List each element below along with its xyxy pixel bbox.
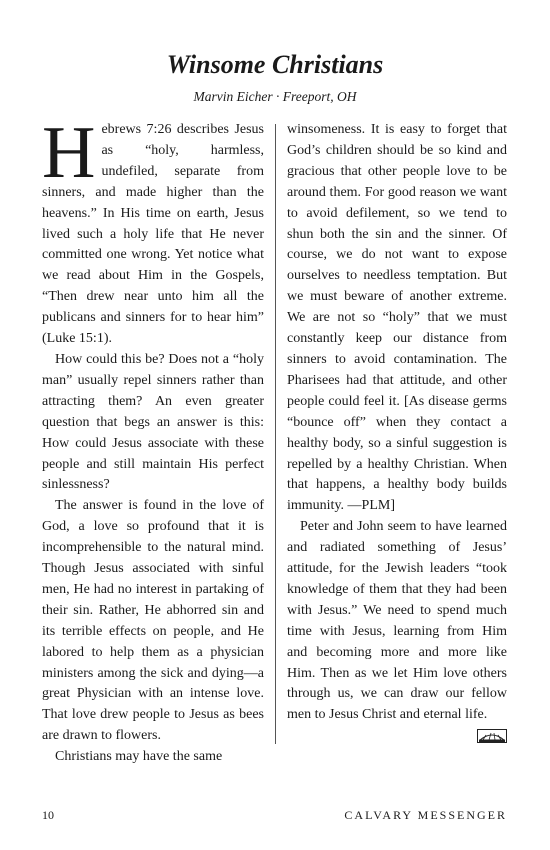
publication-name: CALVARY MESSENGER: [344, 808, 507, 822]
paragraph: The answer is found in the love of God, a love so profound that it is incomprehensible to the natural mind. Though Jesus associated with sinful men, He had no interest in partaking of their sin. Rather, He abhorred sin and its terrible effects on people, and He labored to help them as a physician ministers among the sick and dying—a great Physician with an intense love. That love drew people to Jesus as bees are drawn to flowers.: [42, 498, 264, 744]
column-divider: [275, 124, 276, 744]
paragraph-text: Peter and John seem to have learned and radiated something of Jesus’ attitude, for the Jewish leaders “took knowledge of them that they had been with Jesus.” We need to spend much time with Jesus, learning from Him and becoming more and more like Him. Then as we let Him love others through us, we can draw our fellow men to Jesus Christ and eternal life.: [287, 519, 507, 723]
end-mark-icon: [477, 729, 507, 743]
page-number: 10: [42, 808, 54, 822]
article-byline: Marvin Eicher · Freeport, OH: [193, 89, 357, 104]
paragraph: [287, 517, 507, 726]
paragraph: How could this be? Does not a “holy man” usually repel sinners rather than attracting them? An even greater question that begs an answer is this: How could Jesus associate with these people and still maintain His perfect sinlessness?: [42, 351, 264, 493]
drop-cap: H: [42, 112, 96, 194]
paragraph-text: ebrews 7:26 describes Jesus as “holy, harmless, undefiled, separate from sinners, and made higher than the heavens.” In His time on earth, Jesus lived such a holy life that He never committed one wrong. Yet notice what we read about Him in the Gospels, “Then drew near unto him all the publicans and sinners for to hear him” (Luke 15:1).: [42, 122, 264, 347]
left-column: [42, 112, 264, 768]
article-title: Winsome Christians: [166, 50, 384, 79]
paragraph: Christians may have the same: [55, 749, 223, 765]
paragraph: winsomeness. It is easy to forget that God’s children should be so kind and gracious that other people love to be around them. For good reason we want to avoid defilement, so we tend to shun both the sin and the sinner. Of course, we do not want to expose ourselves to needless temptation. But we must beware of another extreme. We are not so “holy” that we must constantly keep our distance from sinners to avoid contamination. The Pharisees had that attitude, and other people could feel it. [As disease germs “bounce off” when they contact a healthy body, so a sinful suggestion is repelled by a healthy Christian. When that happens, a healthy body builds immunity. —PLM]: [287, 122, 507, 514]
right-column: [287, 120, 507, 743]
paragraph: [42, 112, 264, 350]
